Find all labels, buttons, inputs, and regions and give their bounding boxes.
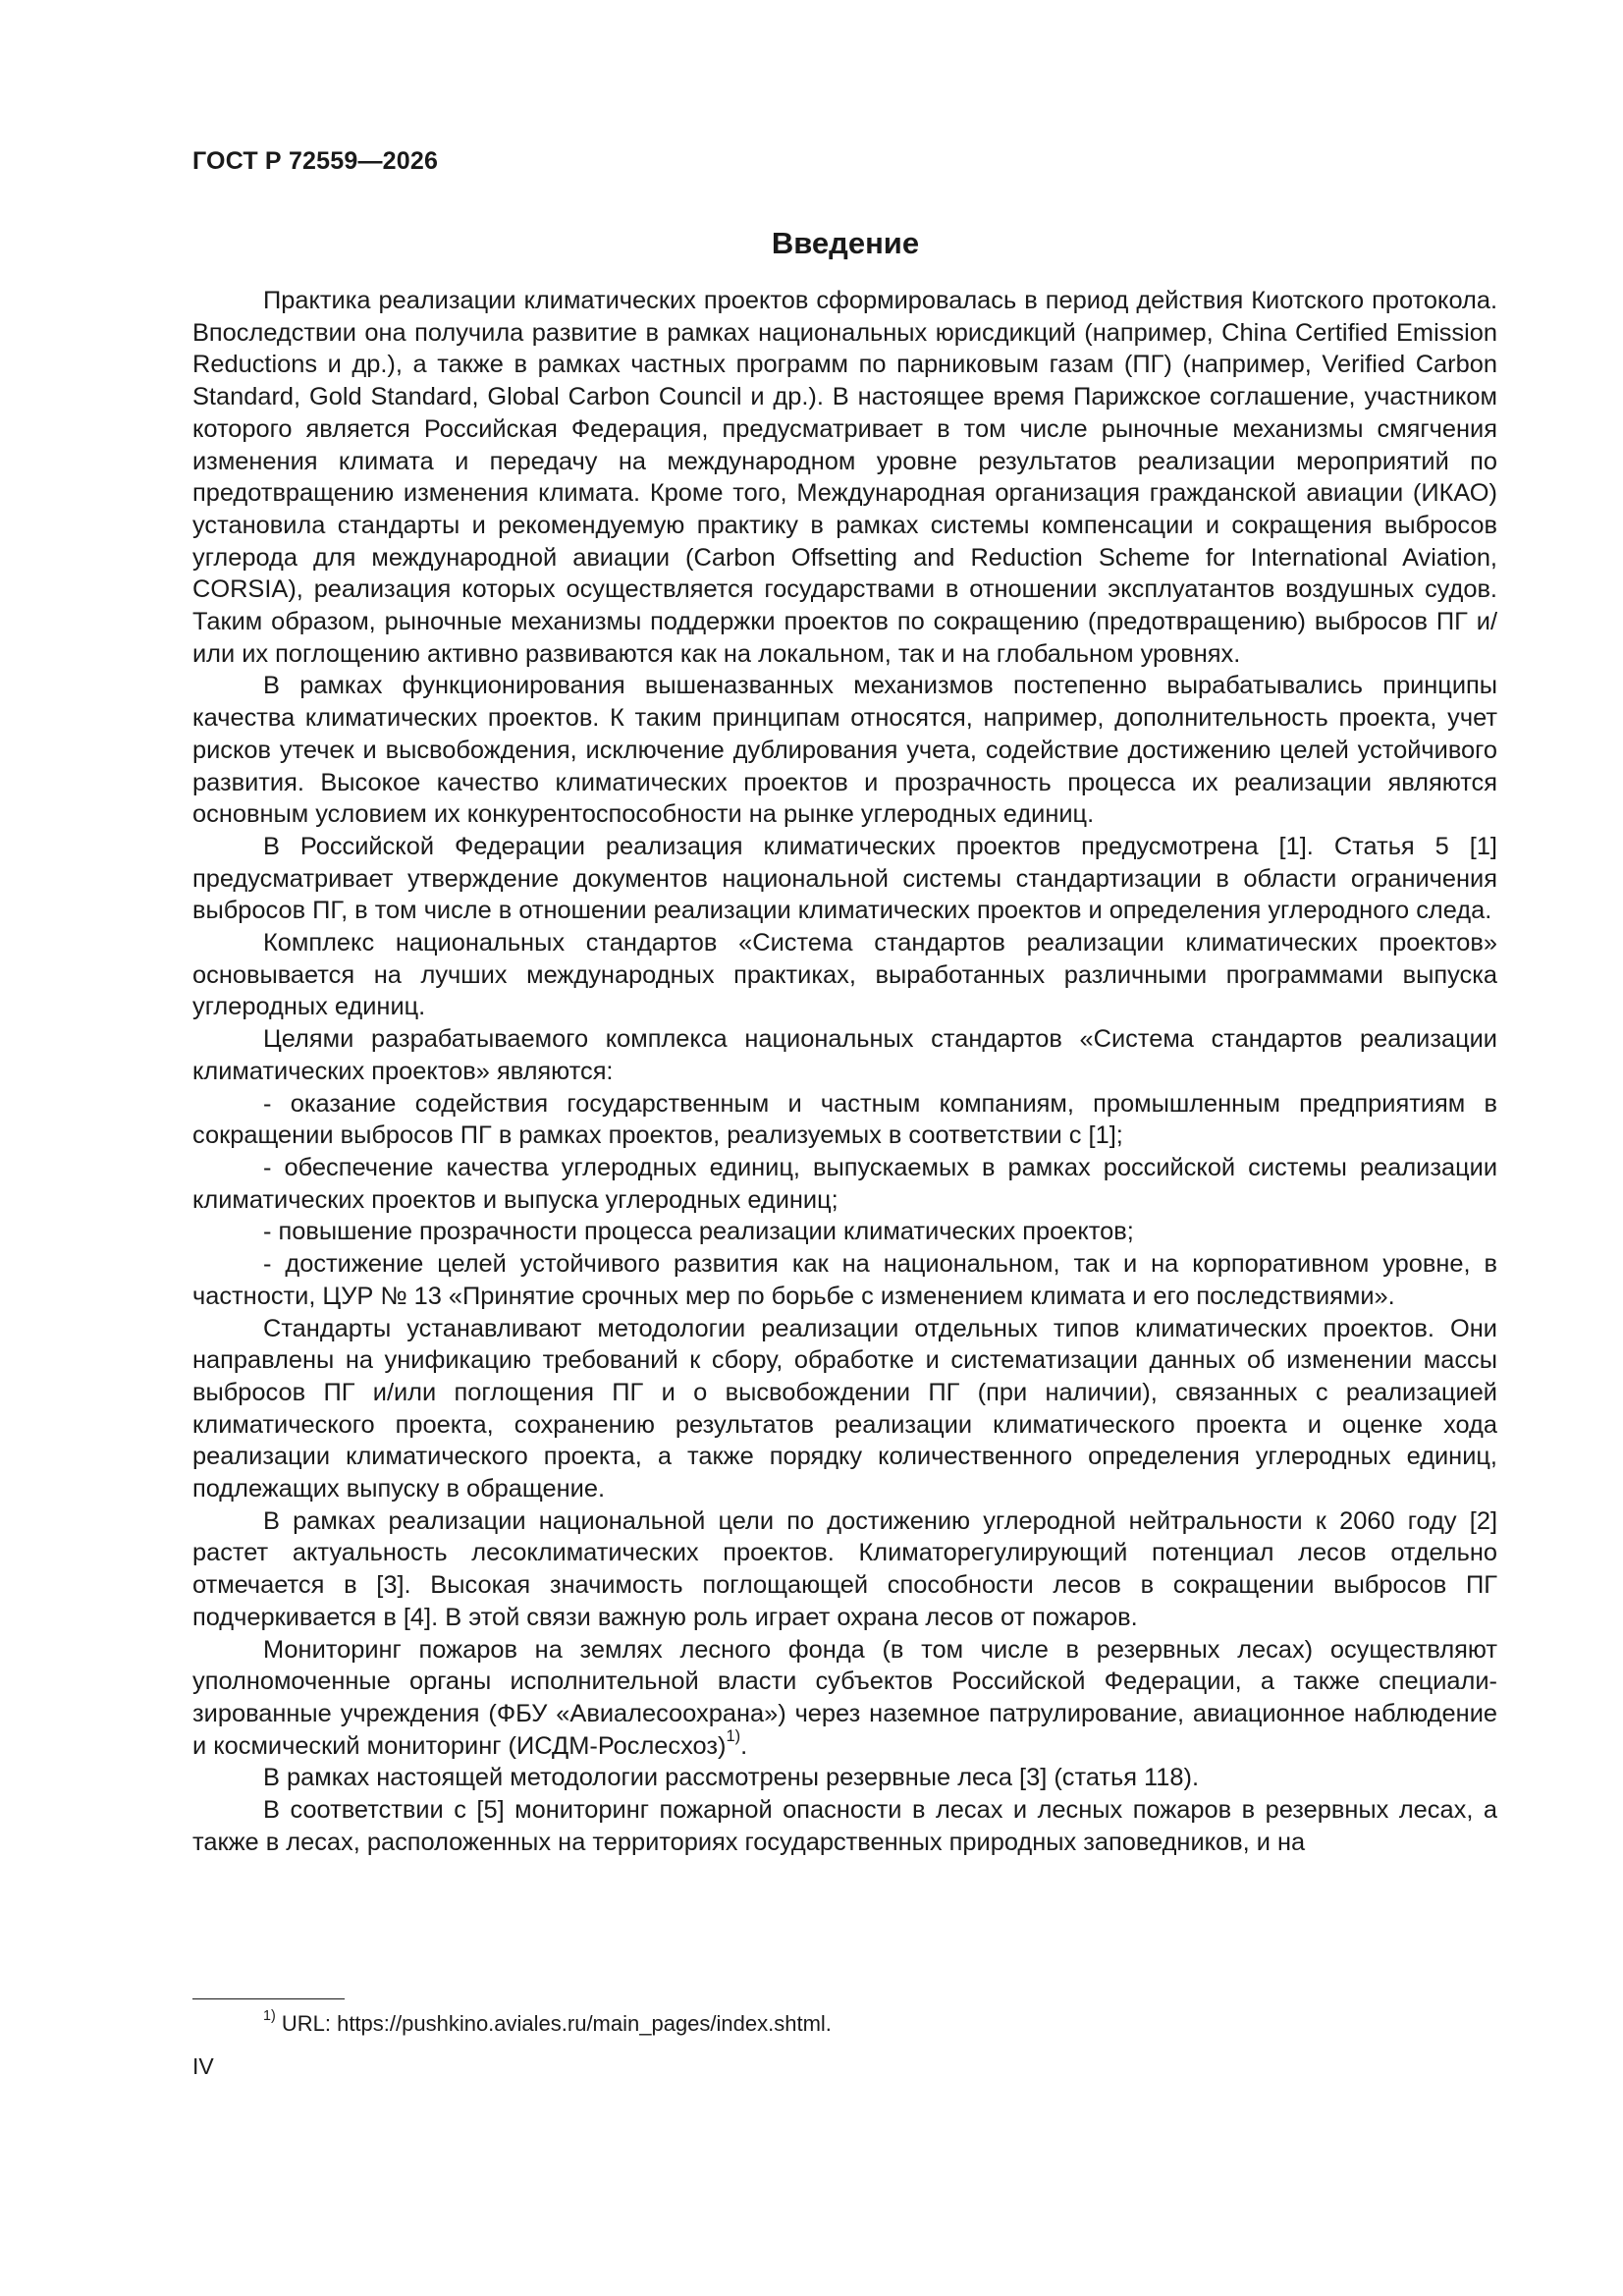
paragraph-text: Мониторинг пожаров на землях лесного фонда (в том числе в резервных лесах) осуществляют уполномоченные органы исполнительной власти субъектов Российской Федерации, а также специализированные учреждения (ФБУ «Авиалесоохрана») через наземное патрулирование, авиационное наблюдение и космический мониторинг (ИСДМ-Рослесхоз) [192,1635,1497,1760]
list-item: - повышение прозрачности процесса реализации климатических проектов; [263,1218,1134,1246]
paragraph: Комплекс национальных стандартов «Система стандартов реализации климатических проектов» основывается на лучших международных практиках, выработанных различными программами выпуска углеродных единиц. [192,929,1497,1021]
footnote-divider [192,1998,345,1999]
footnote-marker: 1) [263,2007,276,2024]
paragraph: Целями разрабатываемого комплекса национальных стандартов «Система стандартов реализации климатических проектов» являются: [192,1025,1497,1085]
paragraph: В рамках функционирования вышеназванных механизмов постепенно вырабатывались принципы качества климатических проектов. К таким принципам относятся, например, дополнительность проекта, учет рисков утечек и высвобождения, исключение дублирования учета, содействие достижению целей устойчивого развития. Высокое качество климатических проектов и прозрачность процесса их реализации являются основным условием их конкурентоспособности на рынке углеродных единиц. [192,672,1497,829]
footnote-reference: 1) [726,1726,741,1745]
footnote-text: URL: https://pushkino.aviales.ru/main_pages/index.shtml. [281,2011,832,2036]
paragraph: В рамках реализации национальной цели по достижению углеродной нейтральности к 2060 году [2] растет актуальность лесоклиматических проектов. Климаторегулирующий потенциал лесов отдельно отмечается в [3]. Высокая значимость поглощающей способности лесов в сокращении выбросов ПГ подчеркивается в [4]. В этой связи важную роль играет охрана лесов от пожаров. [192,1506,1497,1631]
paragraph: Стандарты устанавливают методологии реализации отдельных типов климатических проектов. Они направлены на унификацию требований к сбору, обработке и систематизации данных об изменении массы выбросов ПГ и/или поглощения ПГ и о высвобождении ПГ (при наличии), связанных с реализацией климатического проекта, сохранению результатов реализации климатического проекта и оценке хода реализации климатического проекта, а также порядку количественного определения углеродных единиц, подлежащих выпуску в обращение. [192,1314,1497,1503]
list-item: - достижение целей устойчивого развития как на национальном, так и на корпоративном уровне, в частности, ЦУР № 13 «Принятие срочных мер по борьбе с изменением климата и его последствиями». [192,1250,1497,1310]
body-text [192,285,1497,1858]
page-number: IV [192,2053,214,2079]
list-item: - обеспечение качества углеродных единиц, выпускаемых в рамках российской системы реализации климатических проектов и выпуска углеродных единиц; [192,1153,1497,1214]
list-item: - оказание содействия государственным и частным компаниям, промышленным предприятиям в сокращении выбросов ПГ в рамках проектов, реализуемых в соответствии с [1]; [192,1089,1497,1150]
footnote [263,2007,832,2038]
paragraph: В рамках настоящей методологии рассмотрены резервные леса [3] (статья 118). [263,1764,1200,1792]
section-title: Введение [771,226,920,260]
paragraph: В Российской Федерации реализация климатических проектов предусмотрена [1]. Статья 5 [1] предусматривает утверждение документов национальной системы стандартизации в области ограничения выбросов ПГ, в том числе в отношении реализации климатических проектов и определения углеродного следа. [192,832,1497,925]
paragraph-with-footnote: Мониторинг пожаров на землях лесного фонда (в том числе в резервных лесах) осуществляют уполномоченные органы исполнительной власти субъектов Российской Федерации, а также специализированные учреждения (ФБУ «Авиалесоохрана») через наземное патрулирование, авиационное наблюдение и космический мониторинг (ИСДМ-Рослесхоз)$^{1)}$. [192,1635,1497,1760]
paragraph: Практика реализации климатических проектов сформировалась в период действия Киотского протокола. Впоследствии она получила развитие в рамках национальных юрисдикций (например, China Certified Emission Reductions и др.), а также в рамках частных программ по парниковым газам (ПГ) (например, Verified Carbon Standard, Gold Standard, Global Carbon Council и др.). В настоящее время Парижское соглашение, участником которого является Российская Федерация, предусматривает в том числе рыночные механизмы смягчения изменения климата и передачу на международном уровне результатов реализации мероприятий по предотвращению изменения климата. Кроме того, Международная организация гражданской авиации (ИКАО) установила стандарты и рекомендуемую практику в рамках системы компенсации и сокращения выбросов углерода для международной авиации (Carbon Offsetting and Reduction Scheme for International Aviation, CORSIA), реализация которых осуществляется государствами в отношении эксплуатантов воздушных судов. Таким образом, рыночные механизмы поддержки проектов по сокращению (предотвращению) выбросов ПГ и/или их поглощению активно развиваются как на локальном, так и на глобальном уровнях. [192,287,1497,668]
paragraph: В соответствии с [5] мониторинг пожарной опасности в лесах и лесных пожаров в резервных лесах, а также в лесах, расположенных на территориях государственных природных заповедников, и на [192,1796,1497,1856]
document-code-header: ГОСТ Р 72559—2026 [192,147,439,175]
